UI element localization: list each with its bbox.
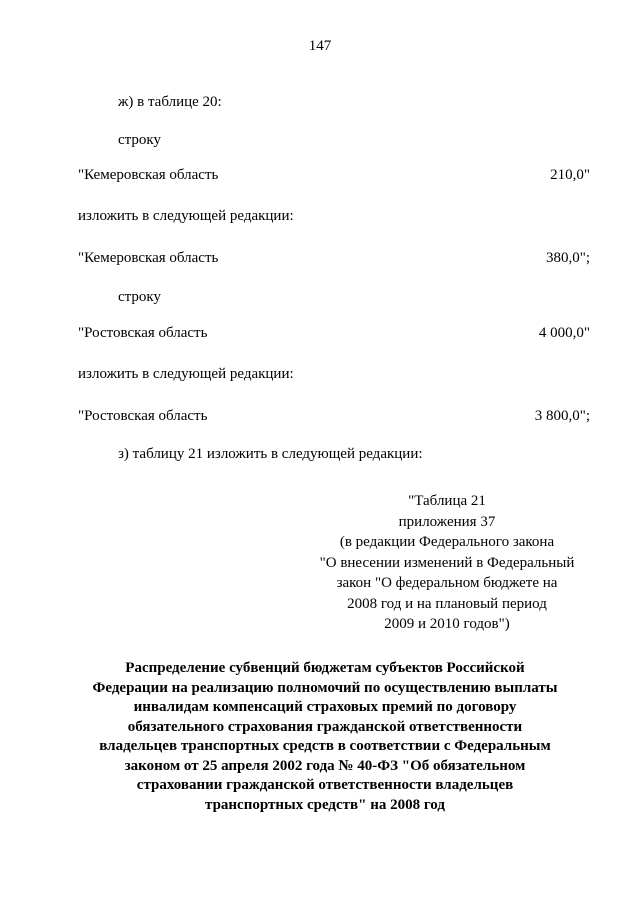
region-name: "Ростовская область [78,408,208,424]
row-word-1: строку [118,132,161,148]
table-note-line: 2008 год и на плановый период [347,595,547,612]
row-word-2: строку [118,289,161,305]
item-z: з) таблицу 21 изложить в следующей редакции: [118,446,423,462]
table-note-line: 2009 и 2010 годов") [384,616,510,632]
heading-line: законом от 25 апреля 2002 года № 40-ФЗ "Об обязательном [124,757,526,774]
heading-line: Федерации на реализацию полномочий по осуществлению выплаты [92,679,558,696]
region-name: "Кемеровская область [78,250,219,266]
heading-line: инвалидам компенсаций страховых премий по договору [133,699,517,715]
region-name: "Кемеровская область [78,167,219,183]
table-note [290,491,604,635]
heading-line: транспортных средств" на 2008 год [205,796,445,813]
region-value: 4 000,0" [538,325,590,341]
item-zh: ж) в таблице 20: [118,94,222,110]
table-note-line: приложения 37 [398,513,496,530]
table-note-line: (в редакции Федерального закона [339,534,555,550]
section-heading [60,659,590,815]
replace-instruction-2: изложить в следующей редакции: [78,366,294,382]
table-note-line: закон "О федеральном бюджете на [336,575,558,591]
region-name: "Ростовская область [78,325,208,341]
table-note-line: "Таблица 21 [408,493,486,509]
region-value: 210,0" [550,167,590,183]
table-note-line: "О внесении изменений в Федеральный [319,554,575,571]
region-value: 3 800,0"; [534,408,590,424]
heading-line: Распределение субвенций бюджетам субъектов Российской [125,660,525,676]
heading-line: обязательного страхования гражданской ответственности [127,718,523,735]
heading-line: владельцев транспортных средств в соответствии с Федеральным [99,738,551,754]
heading-line: страховании гражданской ответственности владельцев [136,777,514,793]
region-value: 380,0"; [545,250,590,266]
page-number: 147 [308,38,332,54]
replace-instruction-1: изложить в следующей редакции: [78,208,294,224]
